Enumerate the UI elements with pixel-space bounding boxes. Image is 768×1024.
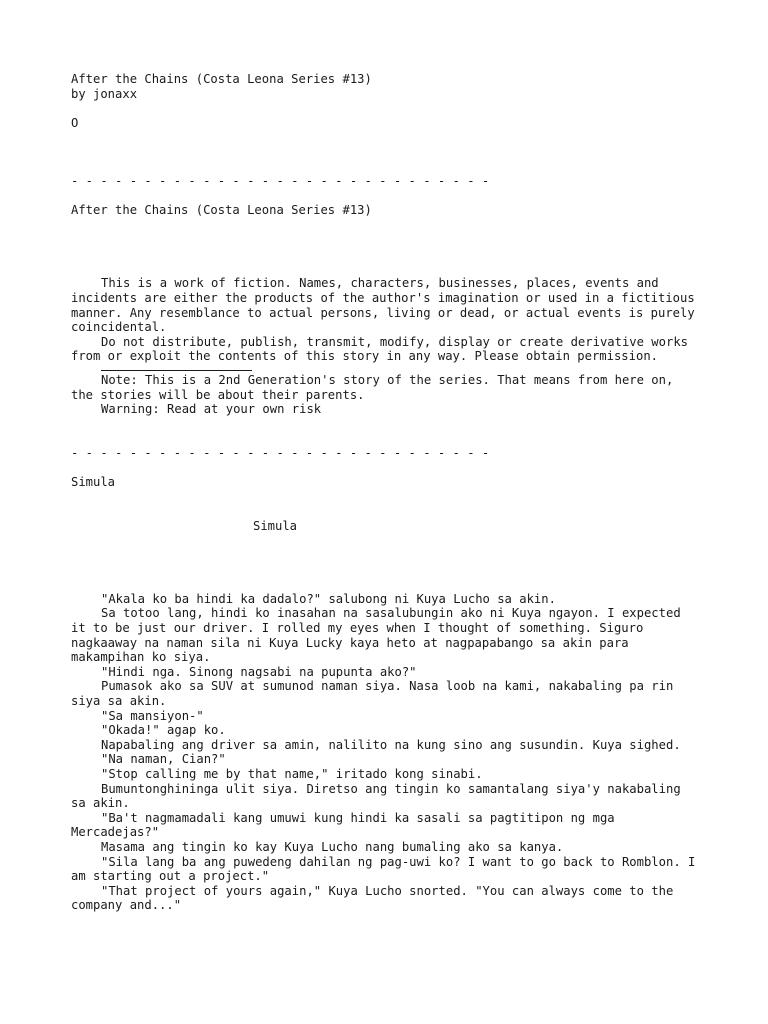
disclaimer-text: This is a work of fiction. Names, characters, businesses, places, events and incidents are either the products of the author's imagination or used in a fictitious manner. Any resemblance to actual persons, living or dead, or actual events is purely coincidental. <box>71 276 703 335</box>
spacer <box>71 218 711 276</box>
story-paragraph-text: "Sa mansiyon-" <box>101 708 204 723</box>
story-paragraph-text: "Ba't nagmamadali kang umuwi kung hindi ka sasali sa pagtitipon ng mga Mercadejas?" <box>71 810 622 840</box>
section-title: After the Chains (Costa Leona Series #13) <box>71 203 372 218</box>
story-paragraph <box>71 679 696 708</box>
story-paragraph <box>71 811 696 840</box>
story-paragraph <box>71 606 696 664</box>
document-page <box>71 72 711 913</box>
story-paragraph-text: "Sila lang ba ang puwedeng dahilan ng pag-uwi ko? I want to go back to Romblon. I am starting out a project." <box>71 854 703 884</box>
horizontal-rule <box>101 364 252 371</box>
document-title: After the Chains (Costa Leona Series #13) <box>71 72 372 86</box>
story-paragraph-text: "Na naman, Cian?" <box>101 752 226 767</box>
spacer <box>71 130 711 174</box>
spacer <box>71 417 711 446</box>
story-paragraph-text: "Stop calling me by that name," iritado kong sinabi. <box>101 766 483 781</box>
story-paragraph-text: Bumuntonghininga ulit siya. Diretso ang tingin ko samantalang siya'y nakabaling sa akin. <box>71 781 689 811</box>
disclaimer-paragraph <box>71 276 703 335</box>
story-paragraph <box>71 840 696 855</box>
disclaimer-text: Do not distribute, publish, transmit, modify, display or create derivative works from or exploit the contents of this story in any way. Please obtain permission. <box>71 334 696 364</box>
note-text: Note: This is a 2nd Generation's story of the series. That means from here on, the stories will be about their parents. <box>71 372 681 402</box>
story-paragraph-text: "Hindi nga. Sinong nagsabi na pupunta ako?" <box>101 664 417 679</box>
document-author: by jonaxx <box>71 86 138 101</box>
story-paragraph <box>71 592 696 607</box>
chapter-title: Simula <box>71 475 116 490</box>
spacer <box>71 189 711 204</box>
story-paragraph <box>71 665 696 680</box>
story-paragraph <box>71 738 696 753</box>
section-separator: - - - - - - - - - - - - - - - - - - - - - - - - - - - - - <box>71 174 490 189</box>
story-paragraph <box>71 854 703 884</box>
warning-text: Warning: Read at your own risk <box>101 402 322 417</box>
story-paragraph <box>71 723 696 738</box>
story-paragraph-text: "Akala ko ba hindi ka dadalo?" salubong ni Kuya Lucho sa akin. <box>101 591 556 606</box>
spacer <box>71 533 711 591</box>
note-paragraph <box>71 373 696 402</box>
spacer <box>71 101 711 116</box>
section-separator: - - - - - - - - - - - - - - - - - - - - - - - - - - - - - <box>71 445 490 460</box>
spacer <box>71 460 711 475</box>
story-paragraph <box>71 709 696 724</box>
story-paragraph-text: Sa totoo lang, hindi ko inasahan na sasalubungin ako ni Kuya ngayon. I expected it to be just our driver. I rolled my eyes when I thought of something. Siguro nagkaaway na naman sila ni Kuya Lucky kaya heto at nagpapabango sa akin para makampihan ko siya. <box>71 606 689 665</box>
story-body <box>71 592 711 913</box>
story-paragraph <box>71 782 696 811</box>
disclaimer-paragraph <box>71 335 696 364</box>
document-marker: O <box>71 115 79 130</box>
warning-paragraph <box>71 402 696 417</box>
story-paragraph-text: "That project of yours again," Kuya Lucho snorted. "You can always come to the company and..." <box>71 883 681 913</box>
story-paragraph <box>71 767 696 782</box>
story-paragraph-text: "Okada!" agap ko. <box>101 723 226 738</box>
spacer <box>71 490 711 519</box>
story-paragraph-text: Masama ang tingin ko kay Kuya Lucho nang bumaling ako sa kanya. <box>101 839 564 854</box>
story-paragraph <box>71 884 696 913</box>
chapter-heading: Simula <box>253 518 298 533</box>
story-paragraph-text: Napabaling ang driver sa amin, nalilito na kung sino ang susundin. Kuya sighed. <box>101 737 681 752</box>
story-paragraph-text: Pumasok ako sa SUV at sumunod naman siya. Nasa loob na kami, nakabaling pa rin siya sa akin. <box>71 679 681 708</box>
story-paragraph <box>71 752 696 767</box>
